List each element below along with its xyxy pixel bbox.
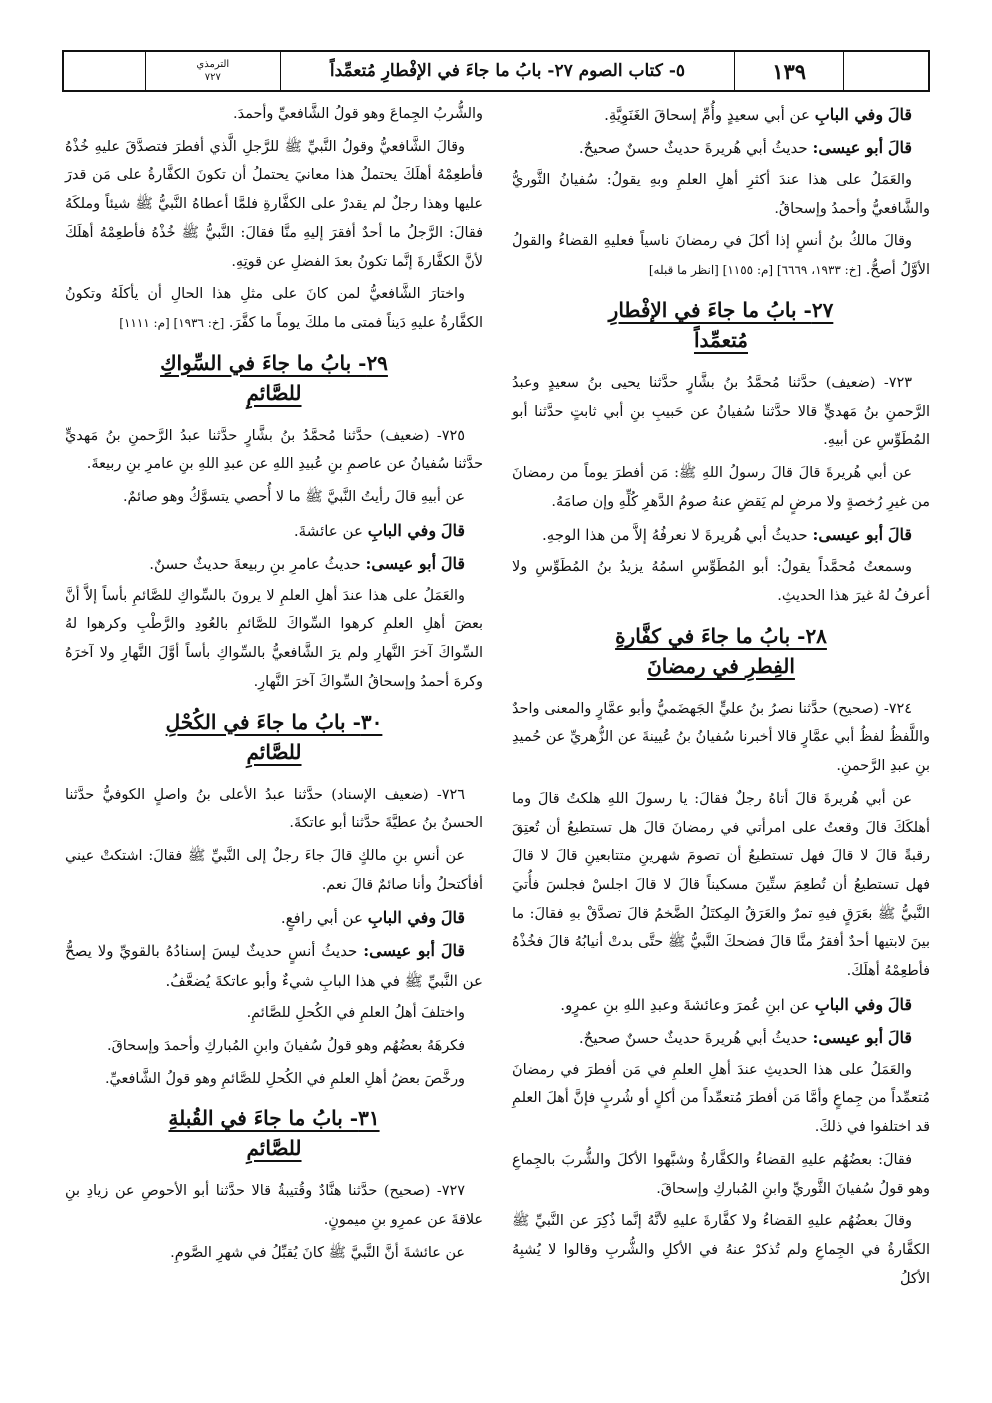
- hadith-726-grade: قالَ أبو عيسى: حديثُ أنسٍ حديثٌ ليسَ إسنادُهُ بالقويِّ ولا يصحُّ عن النَّبيِّ ﷺ في هذا البابِ شيءٌ وأبو عاتكةَ يُضعَّفُ.: [65, 941, 483, 991]
- hadith-726-matn: عن أنسِ بنِ مالكٍ قالَ جاءَ رجلٌ إلى النَّبيِّ ﷺ فقالَ: اشتكتْ عيني أفأكتحلُ وأنا صائمٌ قالَ نعم.: [65, 847, 483, 893]
- hadith-726-bab: قالَ وفي البابِ عن أبي رافعٍ.: [280, 908, 465, 928]
- header-chapter-title: ٥- كتاب الصوم ٢٧- بابُ ما جاءَ في الإفْطارِ مُتعمِّداً: [281, 52, 735, 90]
- hadith-723-isnad: ٧٢٣- (ضعيف) حدَّثنا مُحمَّدُ بنُ بشَّارٍ حدَّثنا يحيى بنُ سعيدٍ وعبدُ الرَّحمنِ بنُ مَهديٍّ قالا حدَّثنا سُفيانُ عن حَبيبِ بنِ أبي ثابتٍ حدَّثنا أبو المُطَوِّسِ عن أبيهِ.: [512, 374, 930, 449]
- hadith-724-faqal: فقالَ: بعضُهُم عليهِ القضاءُ والكفَّارةُ وشبَّهوا الأكلَ والشُّربَ بالجِماعِ وهو قولُ سُفيانَ الثَّوريِّ وابنِ المُباركِ وإسحاقَ.: [512, 1151, 930, 1197]
- hadith-725-matn: عن أبيهِ قالَ رأيتُ النَّبيَّ ﷺ ما لا أُحصي يتسوَّكُ وهو صائمٌ.: [122, 489, 465, 506]
- hadith-726-rakhkhas: ورخَّصَ بعضُ أهلِ العلمِ في الكُحلِ للصَّائمِ وهو قولُ الشَّافعيِّ.: [104, 1070, 465, 1087]
- header-page-number: ١٣٩: [735, 52, 845, 90]
- chapter-heading-29: ٢٩- بابُ ما جاءَ في السِّواكِ للصَّائمِ: [160, 350, 388, 405]
- paragraph-abu-isa: قالَ أبو عيسى: حديثُ أبي هُريرةَ حديثٌ حسنٌ صحيحٌ.: [578, 138, 912, 157]
- hadith-723-matn: عن أبي هُريرةَ قالَ قالَ رسولُ اللهِ ﷺ: مَن أفطرَ يوماً من رمضانَ من غيرِ رُخصةٍ ولا مرضٍ لم يَقضِ عنهُ صومُ الدَّهرِ كُلِّهِ وإن صامَهُ.: [512, 464, 930, 510]
- hadith-725-grade: قالَ أبو عيسى: حديثُ عامرِ بنِ ربيعةَ حديثٌ حسنٌ.: [149, 553, 465, 573]
- hadith-727-matn: عن عائشةَ أنَّ النَّبيَّ ﷺ كانَ يُقبِّلُ في شهرِ الصَّومِ.: [170, 1244, 465, 1261]
- hadith-723-note: وسمعتُ مُحمَّداً يقولُ: أبو المُطَوِّسِ اسمُهُ يزيدُ بنُ المُطَوِّسِ ولا أعرفُ لهُ غيرَ هذا الحديثِ.: [512, 559, 930, 605]
- hadith-724-amal: والعَمَلُ على هذا الحديثِ عندَ أهلِ العلمِ في مَن أفطرَ في رمضانَ مُتعمِّداً من جِماعٍ وأمَّا مَن أفطرَ مُتعمِّداً من أكلٍ أو شُربٍ فإنَّ أهلَ العلمِ قد اختلفوا في ذلكَ.: [512, 1061, 930, 1136]
- header-empty-right: [844, 52, 928, 90]
- chapter-heading-31: ٣١- بابُ ما جاءَ في القُبلةِ للصَّائمِ: [168, 1106, 380, 1161]
- paragraph-amal: والعَمَلُ على هذا عندَ أكثرِ أهلِ العلمِ وبهِ يقولُ: سُفيانُ الثَّوريُّ والشَّافعيُّ وأحمدُ وإسحاقُ.: [512, 172, 930, 217]
- paragraph-ikhtar: واختارَ الشَّافعيُّ لمن كانَ على مثلِ هذا الحالِ أن يأكلَهُ وتكونُ الكفَّارةُ عليهِ دَيناً فمتى ما ملكَ يوماً ما كفَّرَ. [خ: ١٩٣٦] [م: ١١١١]: [65, 286, 483, 331]
- paragraph-wafil-bab: قالَ وفي البابِ عن أبي سعيدٍ وأُمِّ إسحاقَ الغَنَوِيَّةِ.: [604, 105, 912, 124]
- header-book-box: [146, 52, 281, 90]
- chapter-heading-28: ٢٨- بابُ ما جاءَ في كفَّارةِ الفِطرِ في رمضانَ: [615, 623, 827, 678]
- chapter-heading-27: ٢٧- بابُ ما جاءَ في الإفْطارِ مُتعمِّداً: [608, 297, 834, 352]
- paragraph-shafii: وقالَ الشَّافعيُّ وقولُ النَّبيِّ ﷺ للرَّجلِ الَّذي أفطرَ فتصدَّقَ عليهِ خُذْهُ فأطعِمْهُ أهلَكَ يحتملُ هذا معانيَ يحتملُ أن تكونَ الكفَّارةُ على مَن قدرَ عليها وهذا رجلٌ لم يقدرْ على الكفَّارةِ فلمَّا أعطاهُ النَّبيُّ ﷺ شيئاً وملكَهُ فقالَ: الرَّجلُ ما أحدٌ أفقرَ إليهِ منَّا فقالَ: النَّبيُّ ﷺ خُذْهُ فأطعِمْهُ أهلَكَ لأنَّ الكفَّارةَ إنَّما تكونُ بعدَ الفضلِ عن قوتِهِ.: [65, 138, 483, 270]
- hadith-724-grade: قالَ أبو عيسى: حديثُ أبي هُريرةَ حديثٌ حسنٌ صحيحٌ.: [578, 1027, 912, 1047]
- hadith-724-matn: عن أبي هُريرةَ قالَ أتاهُ رجلٌ فقالَ: يا رسولَ اللهِ هلكتُ قالَ وما أهلكَكَ قالَ وقعتُ على امرأتي في رمضانَ قالَ هل تستطيعُ أن تُعتِقَ رقبةً قالَ لا قالَ فهل تستطيعُ أن تصومَ شهرينِ متتابعينِ قالَ لا قالَ فهل تستطيعُ أن تُطعِمَ ستِّينَ مسكيناً قالَ لا قالَ اجلسْ فجلسَ فأُتيَ النَّبيُّ ﷺ بعَرَقٍ فيهِ تمرٌ والعَرَقُ المِكتَلُ الضَّخمُ قالَ تصدَّقْ بهِ فقالَ: ما بينَ لابتيها أحدٌ أفقرُ منَّا قالَ فضحكَ النَّبيُّ ﷺ حتَّى بدتْ أنيابُهُ قالَ فخُذْهُ فأطعِمْهُ أهلَكَ.: [512, 790, 930, 980]
- continuation-text: والشُّربُ الجِماعَ وهو قولُ الشَّافعيِّ وأحمدَ.: [233, 106, 483, 122]
- hadith-724-isnad: ٧٢٤- (صحيح) حدَّثنا نصرُ بنُ عليٍّ الجَهضَميُّ وأبو عمَّارٍ والمعنى واحدٌ واللَّفظُ لفظُ أبي عمَّارٍ قالا أخبرنا سُفيانُ بنُ عُيينةَ عن الزُّهريِّ عن حُميدِ بنِ عبدِ الرَّحمنِ.: [512, 700, 930, 775]
- reference: [خ: ١٩٣٣، ٦٦٦٩] [م: ١١٥٥] [انظر ما قبله]: [648, 263, 862, 278]
- left-column: [65, 100, 483, 1272]
- hadith-723-grade: قالَ أبو عيسى: حديثُ أبي هُريرةَ لا نعرفُهُ إلاَّ من هذا الوجهِ.: [541, 525, 912, 545]
- hadith-724-waqal: وقالَ بعضُهُم عليهِ القضاءُ ولا كفَّارةَ عليهِ لأنَّهُ إنَّما ذُكِرَ عن النَّبيِّ ﷺ الكفَّارةُ في الجِماعِ ولم تُذكرْ عنهُ في الأكلِ والشُّربِ وقالوا لا يُشبِهُ الأكلُ: [512, 1213, 930, 1287]
- hadith-724-bab: قالَ وفي البابِ عن ابنِ عُمرَ وعائشةَ وعبدِ اللهِ بنِ عمرٍو.: [560, 994, 912, 1014]
- page-header: [62, 50, 930, 92]
- header-hadith-range: ٧٢٧: [204, 72, 221, 83]
- chapter-heading-30: ٣٠- بابُ ما جاءَ في الكُحْلِ للصَّائمِ: [165, 709, 383, 764]
- header-book-name: الترمذي: [196, 59, 230, 70]
- hadith-726-ikhtalaf: واختلفَ أهلُ العلمِ في الكُحلِ للصَّائمِ.: [246, 1005, 465, 1022]
- hadith-725-isnad: ٧٢٥- (ضعيف) حدَّثنا مُحمَّدُ بنُ بشَّارٍ حدَّثنا عبدُ الرَّحمنِ بنُ مَهديٍّ حدَّثنا سُفيانُ عن عاصمِ بنِ عُبيدِ اللهِ عن عبدِ اللهِ بنِ عامرِ بنِ ربيعةَ.: [65, 427, 483, 473]
- hadith-725-bab: قالَ وفي البابِ عن عائشةَ.: [293, 520, 465, 540]
- hadith-726-isnad: ٧٢٦- (ضعيف الإسناد) حدَّثنا عبدُ الأعلى بنُ واصلٍ الكوفيُّ حدَّثنا الحسنُ بنُ عطيَّةَ حدَّثنا أبو عاتكةَ.: [65, 786, 483, 832]
- reference: [خ: ١٩٣٦] [م: ١١١١]: [119, 315, 225, 330]
- header-empty-left: [64, 52, 146, 90]
- hadith-725-amal: والعَمَلُ على هذا عندَ أهلِ العلمِ لا يرونَ بالسِّواكِ للصَّائمِ بأساً إلاَّ أنَّ بعضَ أهلِ العلمِ كرهوا السِّواكَ للصَّائمِ بالعُودِ والرَّطْبِ وكرهوا لهُ السِّواكَ آخرَ النَّهارِ ولم يرَ الشَّافعيُّ بالسِّواكِ بأساً أوَّلَ النَّهارِ ولا آخرَهُ وكرهَ أحمدُ وإسحاقُ السِّواكَ آخرَ النَّهارِ.: [65, 587, 483, 690]
- paragraph-malik: وقالَ مالكُ بنُ أنسٍ إذا أكلَ في رمضانَ ناسياً فعليهِ القضاءُ والقولُ الأوَّلُ أصحُّ. [خ: ١٩٣٣، ٦٦٦٩] [م: ١١٥٥] [انظر ما قبله]: [512, 233, 930, 279]
- right-column: [512, 100, 930, 1297]
- hadith-726-karih: فكرهَهُ بعضُهُم وهو قولُ سُفيانَ وابنِ المُباركِ وأحمدَ وإسحاقَ.: [107, 1038, 465, 1055]
- hadith-727-isnad: ٧٢٧- (صحيح) حدَّثنا هنَّادٌ وقُتيبةُ قالا حدَّثنا أبو الأحوصِ عن زيادِ بنِ علاقةَ عن عمرِو بنِ ميمونٍ.: [65, 1183, 483, 1229]
